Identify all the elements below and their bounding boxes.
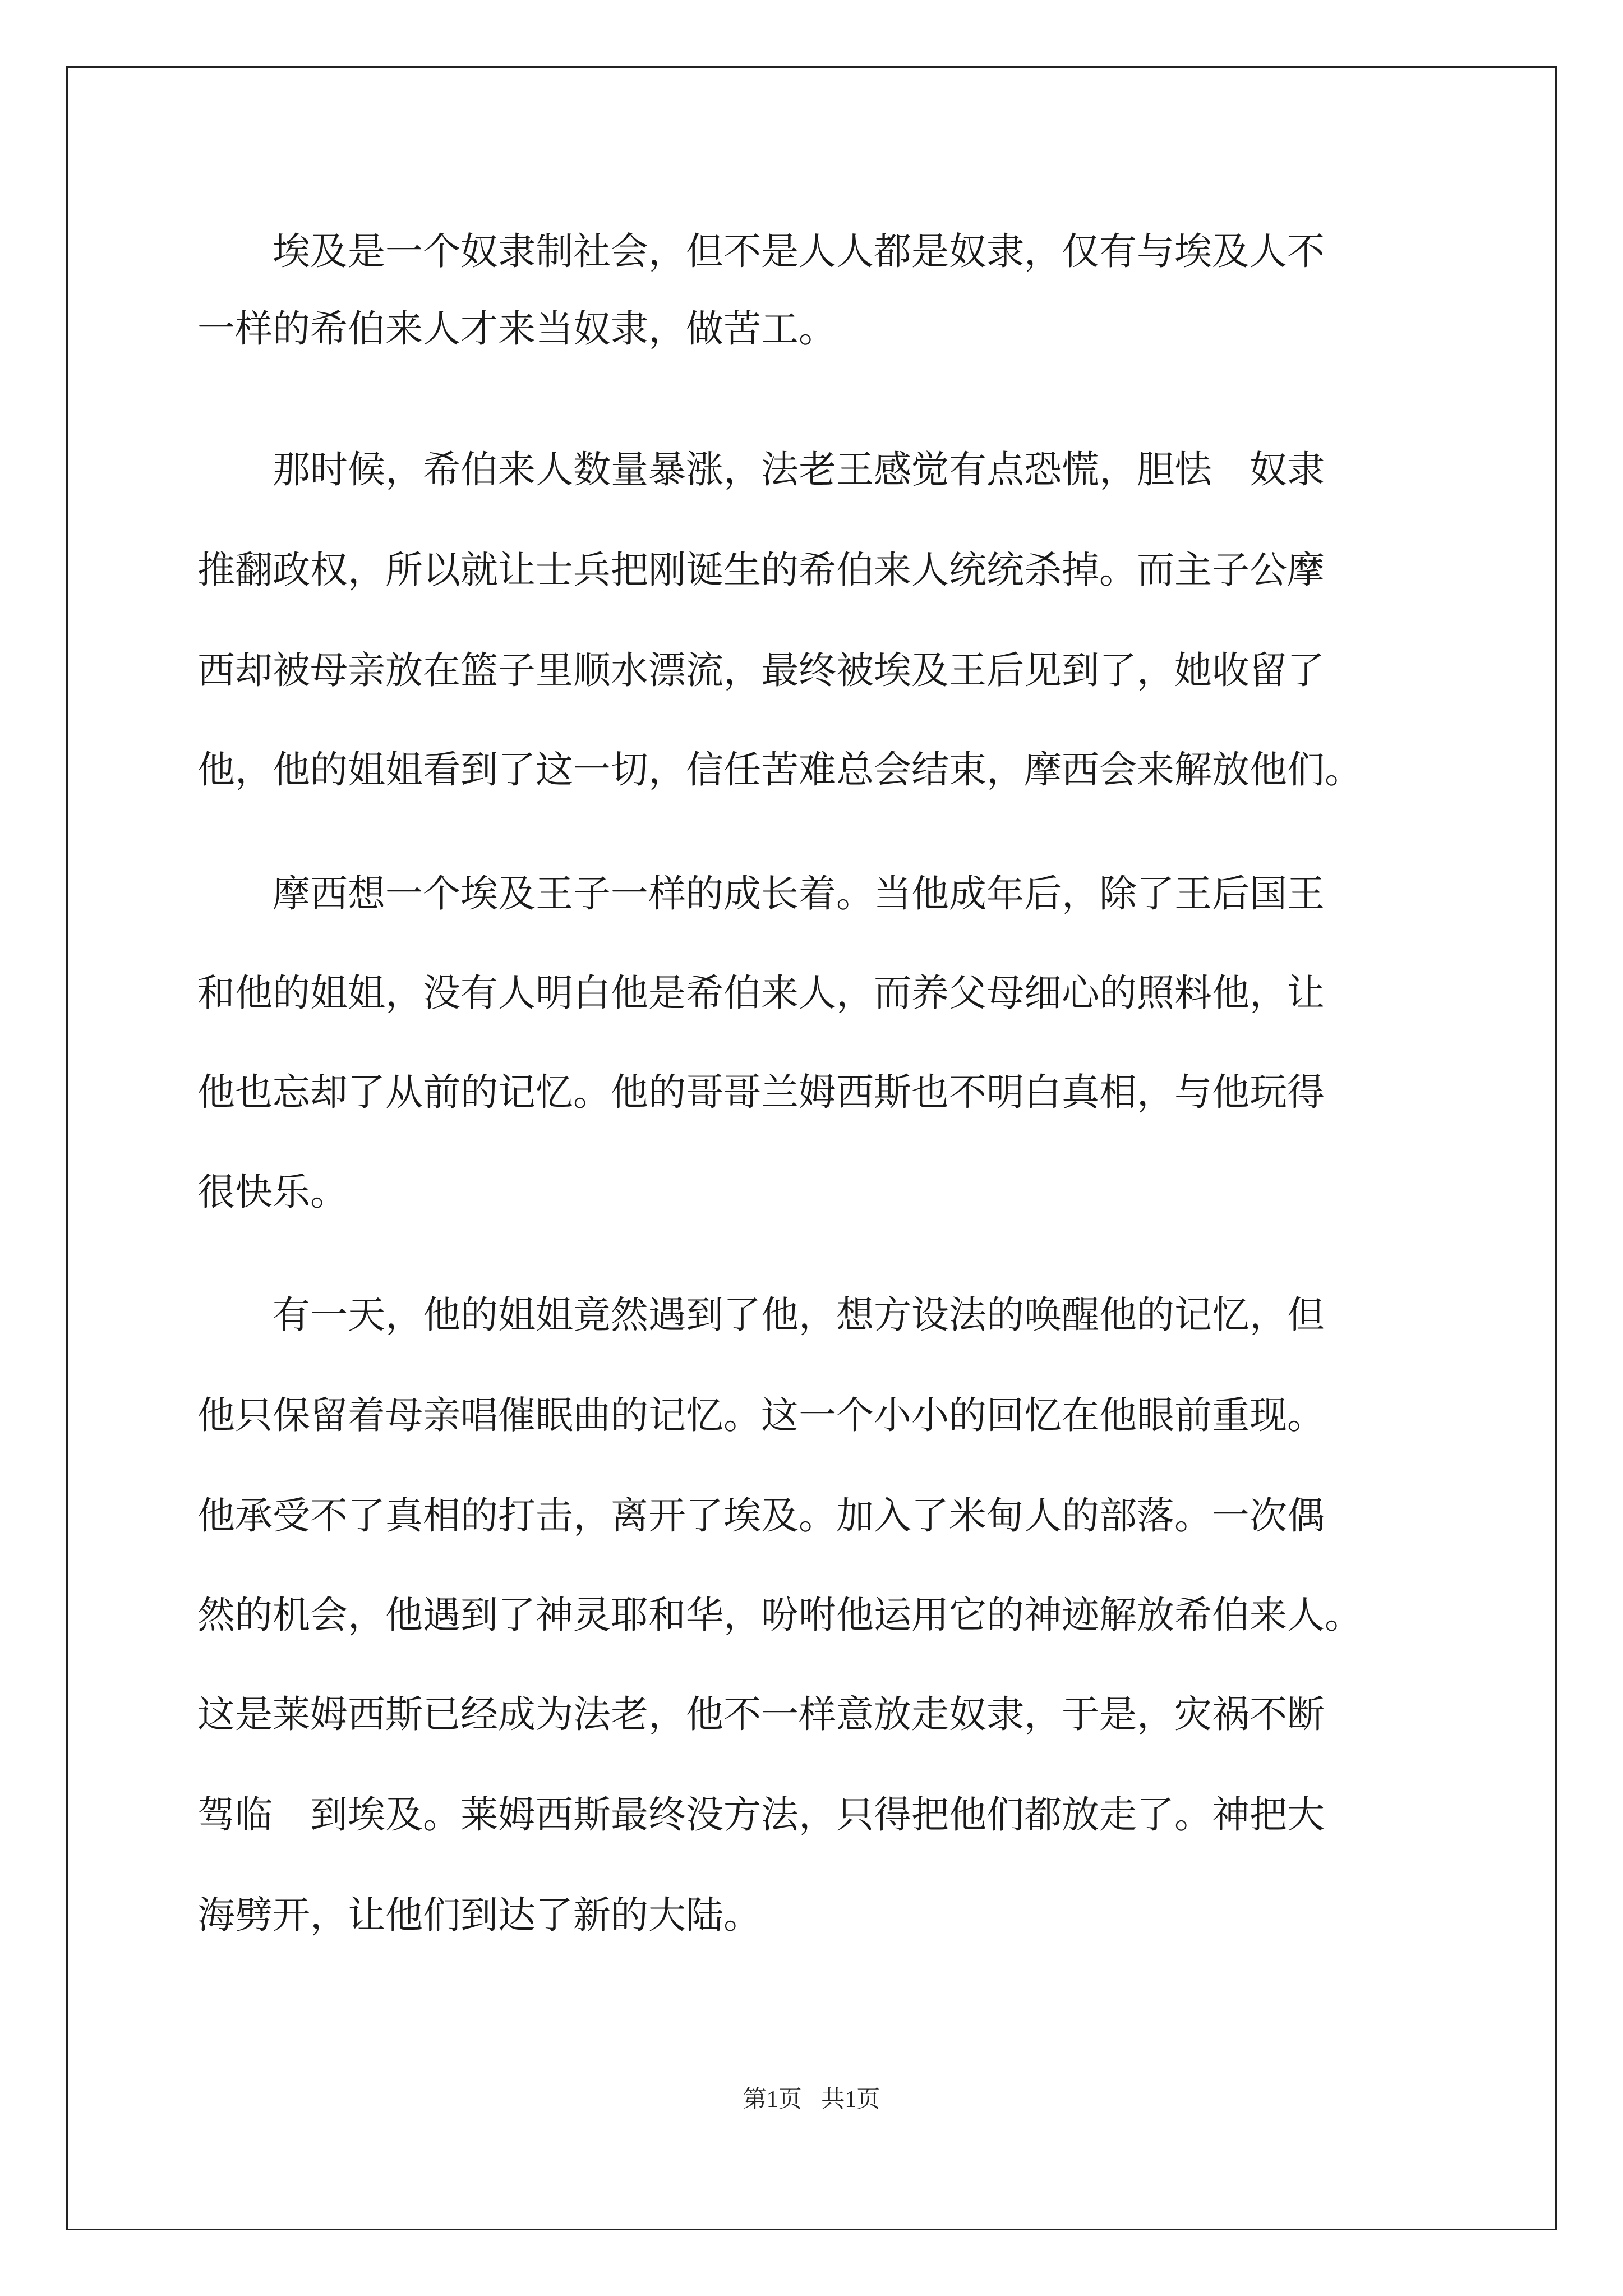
text-line: 他也忘却了从前的记忆。他的哥哥兰姆西斯也不明白真相，与他玩得 [197, 1070, 1325, 1114]
text-line: 埃及是一个奴隶制社会，但不是人人都是奴隶，仅有与埃及人不 [197, 229, 1325, 273]
text-line: 西却被母亲放在篮子里顺水漂流，最终被埃及王后见到了，她收留了 [197, 648, 1325, 692]
page-footer [0, 2081, 1623, 2114]
text-line: 和他的姐姐，没有人明白他是希伯来人，而养父母细心的照料他，让 [197, 971, 1325, 1015]
text-line: 他承受不了真相的打击，离开了埃及。加入了米甸人的部落。一次偶 [197, 1494, 1325, 1538]
text-line: 很快乐。 [197, 1170, 348, 1214]
text-line: 海劈开，让他们到达了新的大陆。 [197, 1893, 761, 1937]
text-line: 他只保留着母亲唱催眠曲的记忆。这一个小小的回忆在他眼前重现。 [197, 1393, 1325, 1437]
text-line: 摩西想一个埃及王子一样的成长着。当他成年后，除了王后国王 [197, 872, 1325, 915]
text-line: 然的机会，他遇到了神灵耶和华，吩咐他运用它的神迹解放希伯来人。 [197, 1593, 1362, 1637]
text-line: 这是莱姆西斯已经成为法老，他不一样意放走奴隶，于是，灾祸不断 [197, 1692, 1325, 1736]
page-number: 第1页 [743, 2087, 802, 2113]
text-line: 驾临 到埃及。莱姆西斯最终没方法，只得把他们都放走了。神把大 [197, 1793, 1325, 1837]
text-line: 那时候，希伯来人数量暴涨，法老王感觉有点恐慌，胆怯 奴隶 [197, 448, 1325, 491]
page-total: 共1页 [821, 2087, 880, 2113]
text-line: 他，他的姐姐看到了这一切，信任苦难总会结束，摩西会来解放他们。 [197, 748, 1362, 792]
text-line: 有一天，他的姐姐竟然遇到了他，想方设法的唤醒他的记忆，但 [197, 1293, 1325, 1337]
text-line: 一样的希伯来人才来当奴隶，做苦工。 [197, 307, 836, 351]
text-line: 推翻政权，所以就让士兵把刚诞生的希伯来人统统杀掉。而主子公摩 [197, 548, 1325, 592]
